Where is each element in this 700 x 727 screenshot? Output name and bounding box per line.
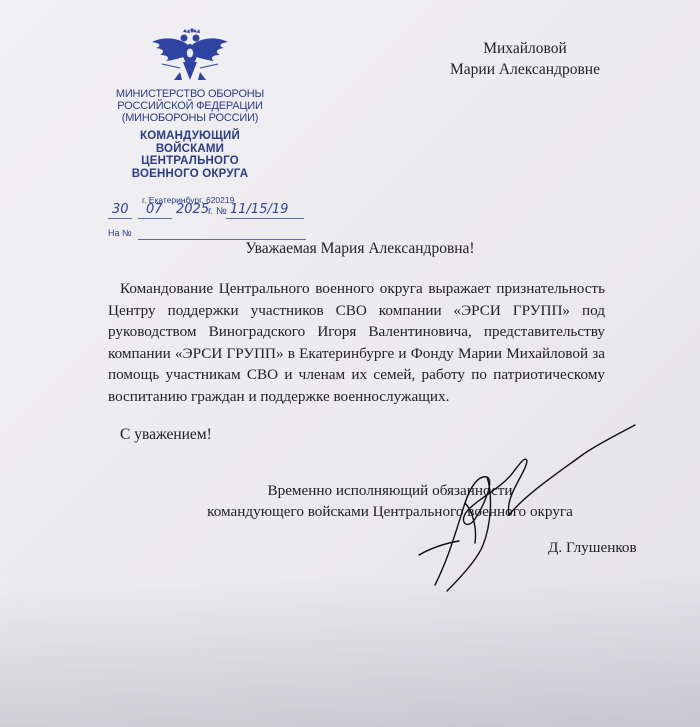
letter-body	[108, 278, 605, 407]
stamp-org-line: (МИНОБОРОНЫ РОССИИ)	[121, 112, 259, 124]
registration-line	[108, 204, 308, 224]
recipient-name: Марии Александровне	[450, 61, 600, 78]
closing-regards: С уважением!	[120, 426, 212, 443]
signer-name: Д. Глушенков	[548, 539, 637, 556]
position-line: командующего войсками Центрального военного округа	[207, 503, 573, 520]
position-line: Временно исполняющий обязанности	[267, 482, 513, 499]
stamp-unit-line: ВОЕННОГО ОКРУГА	[131, 167, 249, 180]
reg-month: 07	[146, 202, 163, 217]
reg-year: 2025	[176, 202, 210, 217]
reg-year-suffix: г. №	[208, 206, 227, 217]
stamp-org-line: РОССИЙСКОЙ ФЕДЕРАЦИИ	[117, 100, 263, 112]
stamp-unit-line: ВОЙСКАМИ	[155, 142, 225, 155]
recipient-block	[430, 38, 620, 80]
reg-day: 30	[112, 202, 129, 217]
stamp-city: г. Екатеринбург, 620219	[142, 195, 235, 205]
stamp-org-line: МИНИСТЕРСТВО ОБОРОНЫ	[115, 88, 265, 100]
double-headed-eagle-icon	[150, 28, 230, 86]
body-text: Командование Центрального военного округа выражает признательность Центру поддержки участников СВО компании «ЭРСИ ГРУПП» под руководством Виноградского Игоря Валентиновича, представительству компании «ЭРСИ ГРУПП» в Екатеринбурге и Фонду Марии Михайловой за помощь участникам СВО и членам их семей, работу по патриотическому воспитанию граждан и поддержке военнослужащих.	[108, 280, 605, 405]
stamp-unit-line: КОМАНДУЮЩИЙ	[140, 130, 240, 142]
signature-icon	[395, 415, 645, 615]
letterhead-stamp	[100, 88, 280, 180]
in-reply-label: На №	[108, 228, 132, 238]
greeting: Уважаемая Мария Александровна!	[245, 240, 475, 257]
stamp-unit-line: ЦЕНТРАЛЬНОГО	[141, 155, 239, 167]
recipient-surname: Михайловой	[483, 40, 567, 57]
reg-number: 11/15/19	[230, 202, 289, 217]
